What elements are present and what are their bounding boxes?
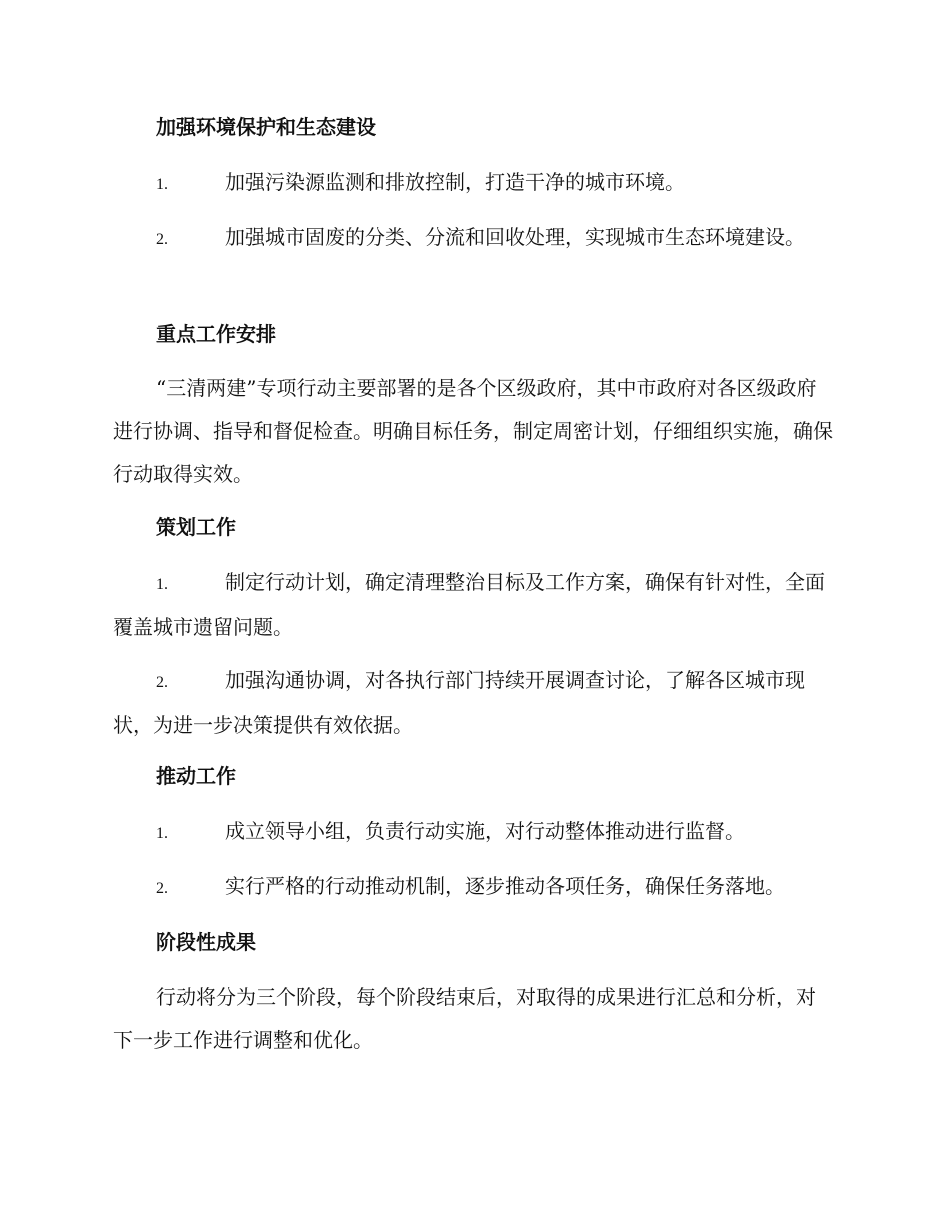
list-number: 1. xyxy=(156,825,168,842)
list-item xyxy=(113,216,833,261)
list-item-text: 制定行动计划，确定清理整治目标及工作方案，确保有针对性，全面覆盖城市遗留问题。 xyxy=(113,570,825,639)
list-number: 1. xyxy=(156,576,168,593)
list-item xyxy=(113,810,833,855)
list-number: 2. xyxy=(156,231,168,248)
section-heading: 重点工作安排 xyxy=(156,322,276,346)
list-item xyxy=(113,561,833,649)
list-item-text: 加强城市固废的分类、分流和回收处理，实现城市生态环境建设。 xyxy=(225,225,805,249)
section-heading: 推动工作 xyxy=(156,764,236,788)
list-item xyxy=(113,161,833,206)
list-number: 1. xyxy=(156,176,168,193)
section-heading: 加强环境保护和生态建设 xyxy=(156,115,376,139)
list-item-text: 加强沟通协调，对各执行部门持续开展调查讨论，了解各区城市现状，为进一步决策提供有效依据。 xyxy=(113,668,805,737)
body-paragraph: 行动将分为三个阶段，每个阶段结束后，对取得的成果进行汇总和分析，对下一步工作进行调整和优化。 xyxy=(113,985,816,1052)
list-item xyxy=(113,865,833,910)
list-item-text: 成立领导小组，负责行动实施，对行动整体推动进行监督。 xyxy=(225,819,745,843)
list-item-text: 加强污染源监测和排放控制，打造干净的城市环境。 xyxy=(225,170,685,194)
list-number: 2. xyxy=(156,674,168,691)
section-heading: 策划工作 xyxy=(156,515,236,539)
section-heading: 阶段性成果 xyxy=(156,930,256,954)
body-paragraph: “三清两建”专项行动主要部署的是各个区级政府，其中市政府对各区级政府进行协调、指导和督促检查。明确目标任务，制定周密计划，仔细组织实施，确保行动取得实效。 xyxy=(113,376,833,486)
list-item-text: 实行严格的行动推动机制，逐步推动各项任务，确保任务落地。 xyxy=(225,874,785,898)
list-number: 2. xyxy=(156,880,168,897)
list-item xyxy=(113,659,833,747)
